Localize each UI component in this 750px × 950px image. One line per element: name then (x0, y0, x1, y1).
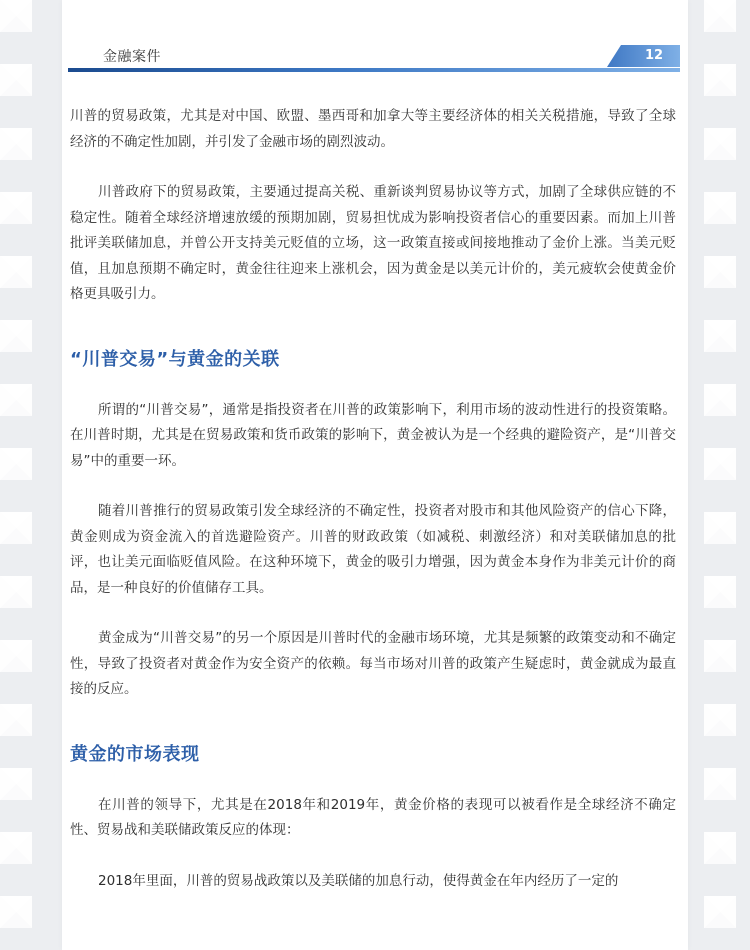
paragraph-2: 川普政府下的贸易政策，主要通过提高关税、重新谈判贸易协议等方式，加剧了全球供应链的不稳定性。随着全球经济增速放缓的预期加剧，贸易担忧成为影响投资者信心的重要因素。而加上川普批评美联储加息，并曾公开支持美元贬值的立场，这一政策直接或间接地推动了金价上涨。当美元贬值，且加息预期不确定时，黄金往往迎来上涨机会，因为黄金是以美元计价的，美元疲软会使黄金价格更具吸引力。 (70, 184, 676, 302)
paragraph-7: 2018年里面，川普的贸易战政策以及美联储的加息行动，使得黄金在年内经历了一定的 (98, 872, 619, 889)
paragraph-5: 黄金成为“川普交易”的另一个原因是川普时代的金融市场环境，尤其是频繁的政策变动和不确定性，导致了投资者对黄金作为安全资产的依赖。每当市场对川普的政策产生疑虑时，黄金就成为最直接的反应。 (70, 630, 676, 697)
article-body (70, 104, 676, 894)
header-divider (68, 68, 680, 72)
paragraph-1: 川普的贸易政策，尤其是对中国、欧盟、墨西哥和加拿大等主要经济体的相关关税措施，导致了全球经济的不确定性加剧，并引发了金融市场的剧烈波动。 (70, 108, 676, 150)
paragraph-4: 随着川普推行的贸易政策引发全球经济的不确定性，投资者对股市和其他风险资产的信心下降，黄金则成为资金流入的首选避险资产。川普的财政政策（如减税、刺激经济）和对美联储加息的批评，也让美元面临贬值风险。在这种环境下，黄金的吸引力增强，因为黄金本身作为非美元计价的商品，是一种良好的价值储存工具。 (70, 503, 676, 596)
paragraph-3: 所谓的“川普交易”，通常是指投资者在川普的政策影响下，利用市场的波动性进行的投资策略。在川普时期，尤其是在贸易政策和货币政策的影响下，黄金被认为是一个经典的避险资产，是“川普交易”中的重要一环。 (70, 401, 676, 469)
running-header-title: 金融案件 (103, 49, 161, 65)
section-heading-gold-market: 黄金的市场表现 (70, 743, 200, 765)
paragraph-6: 在川普的领导下，尤其是在2018年和2019年，黄金价格的表现可以被看作是全球经济不确定性、贸易战和美联储政策反应的体现： (70, 796, 676, 838)
page-number-badge (607, 45, 680, 67)
section-heading-trump-trade-gold: “川普交易”与黄金的关联 (70, 348, 280, 370)
page-number: 12 (644, 48, 664, 63)
